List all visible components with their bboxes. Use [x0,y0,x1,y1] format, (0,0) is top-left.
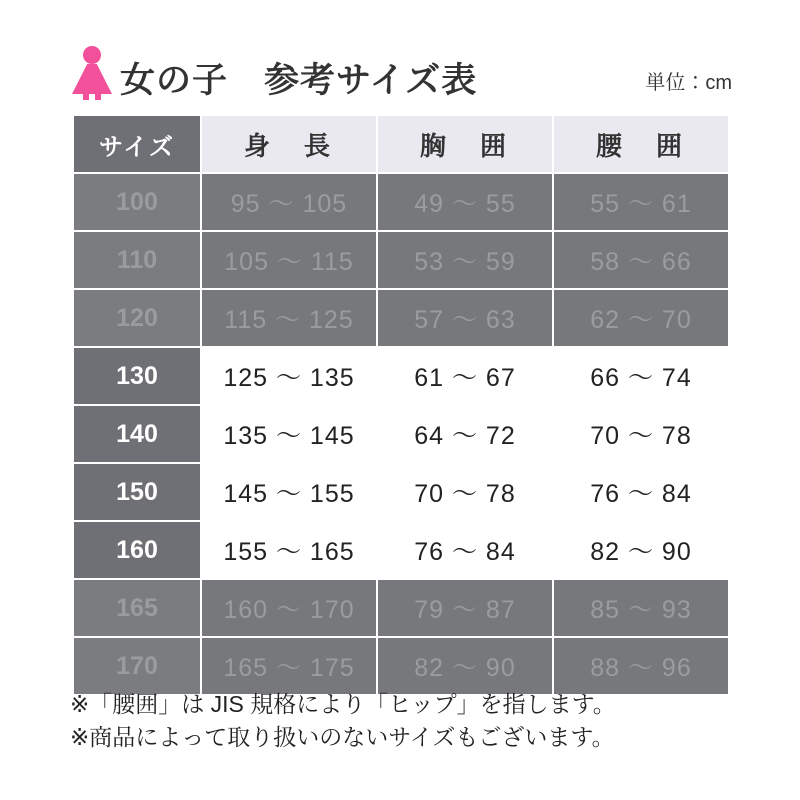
girl-icon-left-leg [83,93,89,100]
unit-note: 単位：cm [645,72,732,94]
cell-size: 140 [73,405,201,463]
cell-size: 110 [73,231,201,289]
girl-icon-right-leg [95,93,101,100]
cell-waist: 76 〜 84 [553,463,729,521]
page-title: 女の子 参考サイズ表 [120,61,478,100]
cell-chest: 49 〜 55 [377,173,553,231]
cell-chest: 70 〜 78 [377,463,553,521]
cell-height: 125 〜 135 [201,347,377,405]
cell-size: 160 [73,521,201,579]
cell-height: 145 〜 155 [201,463,377,521]
table-row [73,637,729,695]
size-table-head [73,115,729,173]
girl-icon-head [83,46,101,64]
table-row [73,173,729,231]
size-table [72,114,730,696]
cell-waist: 88 〜 96 [553,637,729,695]
cell-size: 150 [73,463,201,521]
cell-chest: 82 〜 90 [377,637,553,695]
column-header-chest: 胸 囲 [377,115,553,173]
table-row [73,521,729,579]
note-line-2: ※商品によって取り扱いのないサイズもございます。 [70,724,615,751]
cell-height: 115 〜 125 [201,289,377,347]
table-row [73,289,729,347]
size-table-body [73,173,729,695]
table-row [73,231,729,289]
column-header-height: 身 長 [201,115,377,173]
cell-waist: 55 〜 61 [553,173,729,231]
cell-height: 105 〜 115 [201,231,377,289]
cell-height: 95 〜 105 [201,173,377,231]
girl-icon-dress [72,64,112,94]
cell-waist: 66 〜 74 [553,347,729,405]
note-line-1: ※「腰囲」は JIS 規格により「ヒップ」を指します。 [70,691,616,717]
cell-height: 160 〜 170 [201,579,377,637]
cell-waist: 70 〜 78 [553,405,729,463]
cell-chest: 79 〜 87 [377,579,553,637]
page-header [72,42,732,100]
cell-waist: 58 〜 66 [553,231,729,289]
cell-chest: 53 〜 59 [377,231,553,289]
column-header-waist: 腰 囲 [553,115,729,173]
table-row [73,347,729,405]
cell-waist: 82 〜 90 [553,521,729,579]
cell-size: 170 [73,637,201,695]
cell-waist: 85 〜 93 [553,579,729,637]
cell-size: 100 [73,173,201,231]
cell-chest: 57 〜 63 [377,289,553,347]
cell-size: 120 [73,289,201,347]
girl-figure-icon [72,44,112,100]
table-row [73,405,729,463]
table-row [73,579,729,637]
notes-section [70,688,750,755]
cell-size: 130 [73,347,201,405]
cell-chest: 64 〜 72 [377,405,553,463]
table-row [73,463,729,521]
cell-chest: 61 〜 67 [377,347,553,405]
cell-size: 165 [73,579,201,637]
cell-chest: 76 〜 84 [377,521,553,579]
column-header-size: サイズ [73,115,201,173]
cell-height: 135 〜 145 [201,405,377,463]
table-header-row [73,115,729,173]
cell-height: 165 〜 175 [201,637,377,695]
cell-height: 155 〜 165 [201,521,377,579]
cell-waist: 62 〜 70 [553,289,729,347]
